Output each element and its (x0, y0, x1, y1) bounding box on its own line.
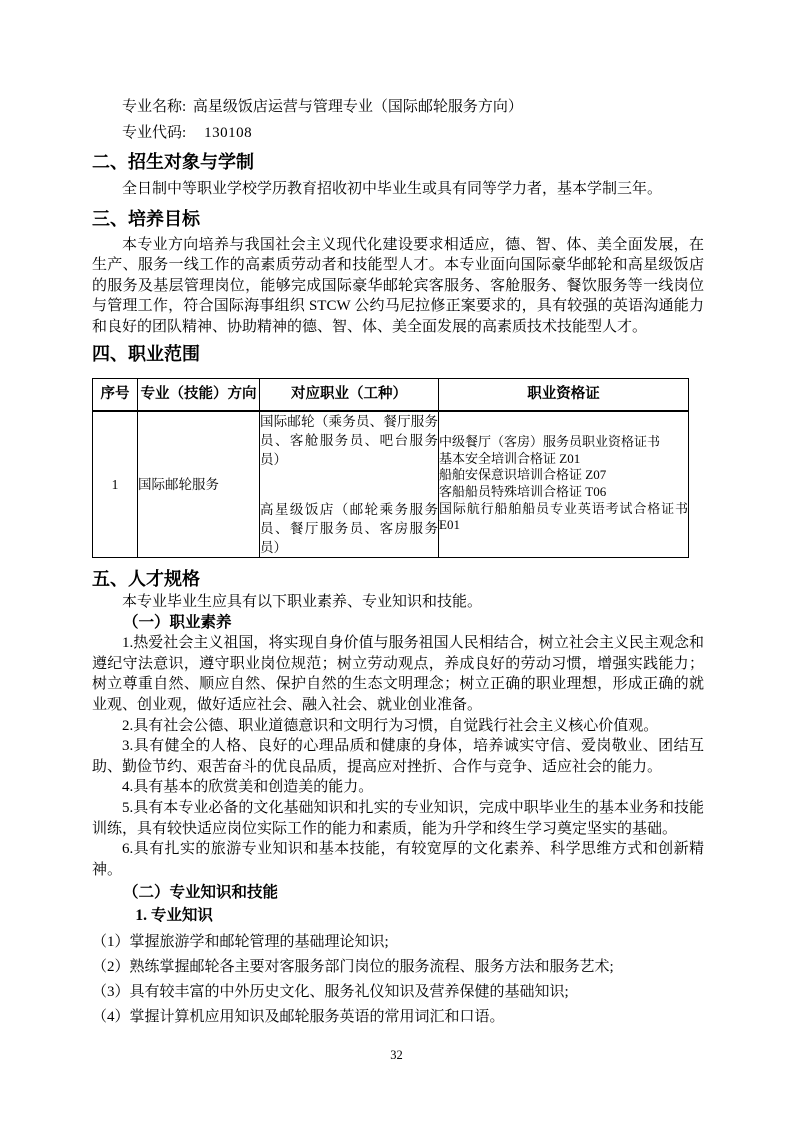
knowledge-list (92, 930, 704, 1030)
subsection-heading-knowledge-skills: （二）专业知识和技能 (123, 884, 279, 902)
cert-item: 客船船员特殊培训合格证 T06 (439, 484, 607, 500)
quality-item: 2.具有社会公德、职业道德意识和文明行为习惯，自觉践行社会主义核心价值观。 (122, 717, 659, 734)
section-heading-talent-spec: 五、人才规格 (92, 568, 200, 589)
subsection-heading-professional-quality: （一）职业素养 (123, 614, 232, 632)
career-scope-table (92, 378, 689, 558)
job-item-cruise: 国际邮轮（乘务员、餐厅服务员、客舱服务员、吧台服务员） (260, 413, 438, 467)
quality-item: 6.具有扎实的旅游专业知识和基本技能，有较宽厚的文化素养、科学思维方式和创新精神。 (92, 841, 704, 878)
section-heading-enrollment: 二、招生对象与学制 (92, 152, 254, 172)
col-header-jobs: 对应职业（工种） (260, 378, 439, 411)
section-heading-training-goal: 三、培养目标 (92, 208, 200, 229)
table-header-row (93, 378, 689, 411)
major-name-value: 高星级饭店运营与管理专业（国际邮轮服务方向） (192, 99, 523, 115)
cell-jobs (260, 411, 439, 558)
section-heading-career-scope: 四、职业范围 (92, 343, 200, 364)
page-number: 32 (390, 1048, 403, 1062)
quality-item: 3.具有健全的人格、良好的心理品质和健康的身体，培养诚实守信、爱岗敬业、团结互助、勤俭节约、艰苦奋斗的优良品质，提高应对挫折、合作与竞争、适应社会的能力。 (92, 738, 704, 775)
cert-item: 国际航行船舶船员专业英语考试合格证书 E01 (439, 500, 688, 533)
professional-quality-list (92, 633, 704, 880)
cert-item: 船舶安保意识培训合格证 Z07 (439, 467, 607, 483)
cell-certs (439, 411, 689, 558)
document-content (92, 0, 704, 1030)
cell-no: 1 (93, 411, 138, 558)
knowledge-item: （2）熟练掌握邮轮各主要对客服务部门岗位的服务流程、服务方法和服务艺术; (92, 959, 614, 976)
knowledge-item: （4）掌握计算机应用知识及邮轮服务英语的常用词汇和口语。 (92, 1009, 505, 1026)
cert-item: 中级餐厅（客房）服务员职业资格证书 (439, 434, 661, 450)
major-code-value: 130108 (204, 125, 253, 141)
knowledge-item: （3）具有较丰富的中外历史文化、服务礼仪知识及营养保健的基础知识; (92, 984, 569, 1001)
quality-item: 1.热爱社会主义祖国，将实现自身价值与服务祖国人民相结合，树立社会主义民主观念和遵纪守法意识，遵守职业岗位规范；树立劳动观点，养成良好的劳动习惯，增强实践能力；树立尊重自然、顺应自然、保护自然的生态文明理念；树立正确的职业理想，形成正确的就业观、创业观，做好适应社会、融入社会、就业创业准备。 (92, 635, 704, 713)
major-code-line (92, 120, 704, 146)
enrollment-paragraph: 全日制中等职业学校学历教育招收初中毕业生或具有同等学力者，基本学制三年。 (122, 181, 663, 197)
talent-spec-intro: 本专业毕业生应具有以下职业素养、专业知识和技能。 (122, 593, 483, 610)
knowledge-item: （1）掌握旅游学和邮轮管理的基础理论知识; (92, 934, 389, 951)
quality-item: 5.具有本专业必备的文化基础知识和扎实的专业知识，完成中职毕业生的基本业务和技能训练，具有较快适应岗位实际工作的能力和素质，能为升学和终生学习奠定坚实的基础。 (92, 799, 704, 837)
major-name-line (92, 94, 704, 120)
major-code-label: 专业代码: (122, 125, 187, 141)
col-header-no: 序号 (93, 378, 138, 411)
table-row (93, 411, 689, 558)
major-name-label: 专业名称: (122, 99, 187, 115)
training-goal-paragraph: 本专业方向培养与我国社会主义现代化建设要求相适应，德、智、体、美全面发展，在生产、服务一线工作的高素质劳动者和技能型人才。本专业面向国际豪华邮轮和高星级饭店的服务及基层管理岗位，能够完成国际豪华邮轮宾客服务、客舱服务、餐饮服务等一线岗位与管理工作，符合国际海事组织 STCW 公约马尼拉修正案要求的，具有较强的英语沟通能力和良好的团队精神、协助精神的德、智、体、美全面发展的高素质技术技能型人才。 (92, 236, 704, 335)
knowledge-heading: 1. 专业知识 (135, 907, 213, 925)
cell-direction: 国际邮轮服务 (138, 411, 260, 558)
quality-item: 4.具有基本的欣赏美和创造美的能力。 (122, 779, 374, 796)
cert-item: 基本安全培训合格证 Z01 (439, 450, 581, 466)
major-info-block (92, 94, 704, 146)
job-item-hotel: 高星级饭店（邮轮乘务服务员、餐厅服务员、客房服务员） (260, 501, 438, 555)
col-header-certs: 职业资格证 (439, 378, 689, 411)
col-header-direction: 专业（技能）方向 (138, 378, 260, 411)
